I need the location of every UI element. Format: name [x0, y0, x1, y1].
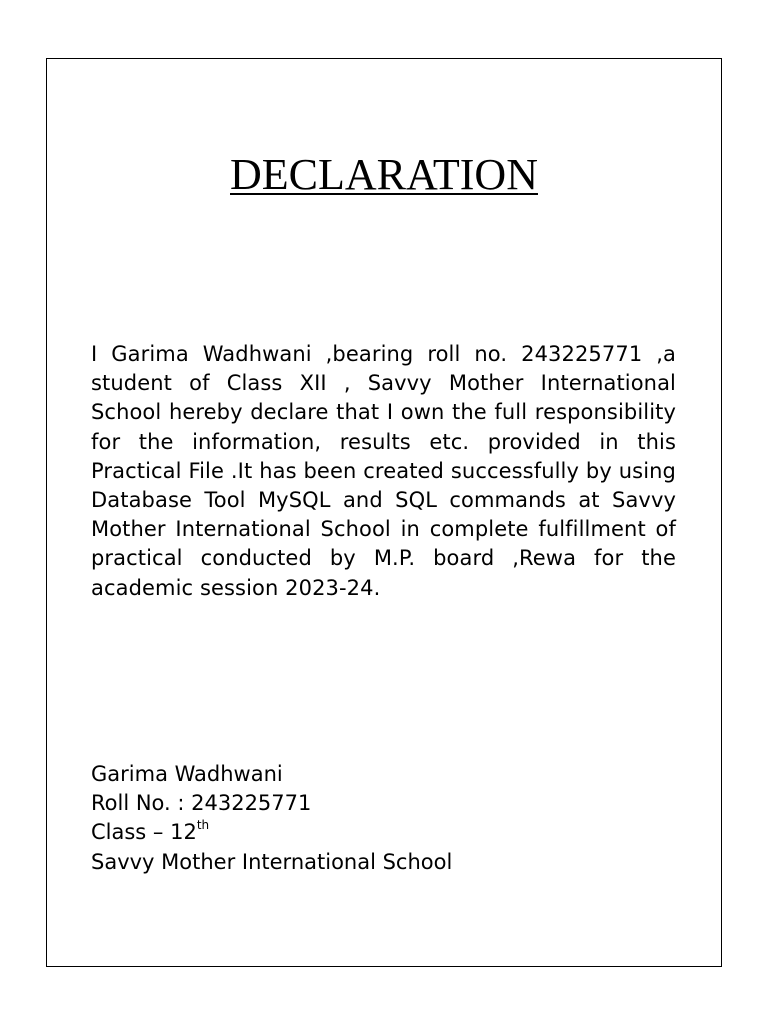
student-name: Garima Wadhwani [91, 762, 283, 786]
declaration-body: I Garima Wadhwani ,bearing roll no. 243225771 ,a student of Class XII , Savvy Mother International School hereby declare that I own the full responsibility for the information, results etc. provided in this Practical File .It has been created successfully by using Database Tool MySQL and SQL commands at Savvy Mother International School in complete fulfillment of practical conducted by M.P. board ,Rewa for the academic session 2023-24. [91, 342, 676, 600]
roll-number: Roll No. : 243225771 [91, 791, 312, 816]
signature-block [91, 760, 691, 877]
declaration-title-text: DECLARATION [230, 150, 538, 199]
class-ordinal-suffix: th [196, 818, 210, 833]
class-label: Class – 12 [91, 820, 197, 845]
class-line [91, 818, 691, 847]
school-name: Savvy Mother International School [91, 849, 453, 874]
declaration-heading [0, 147, 768, 203]
